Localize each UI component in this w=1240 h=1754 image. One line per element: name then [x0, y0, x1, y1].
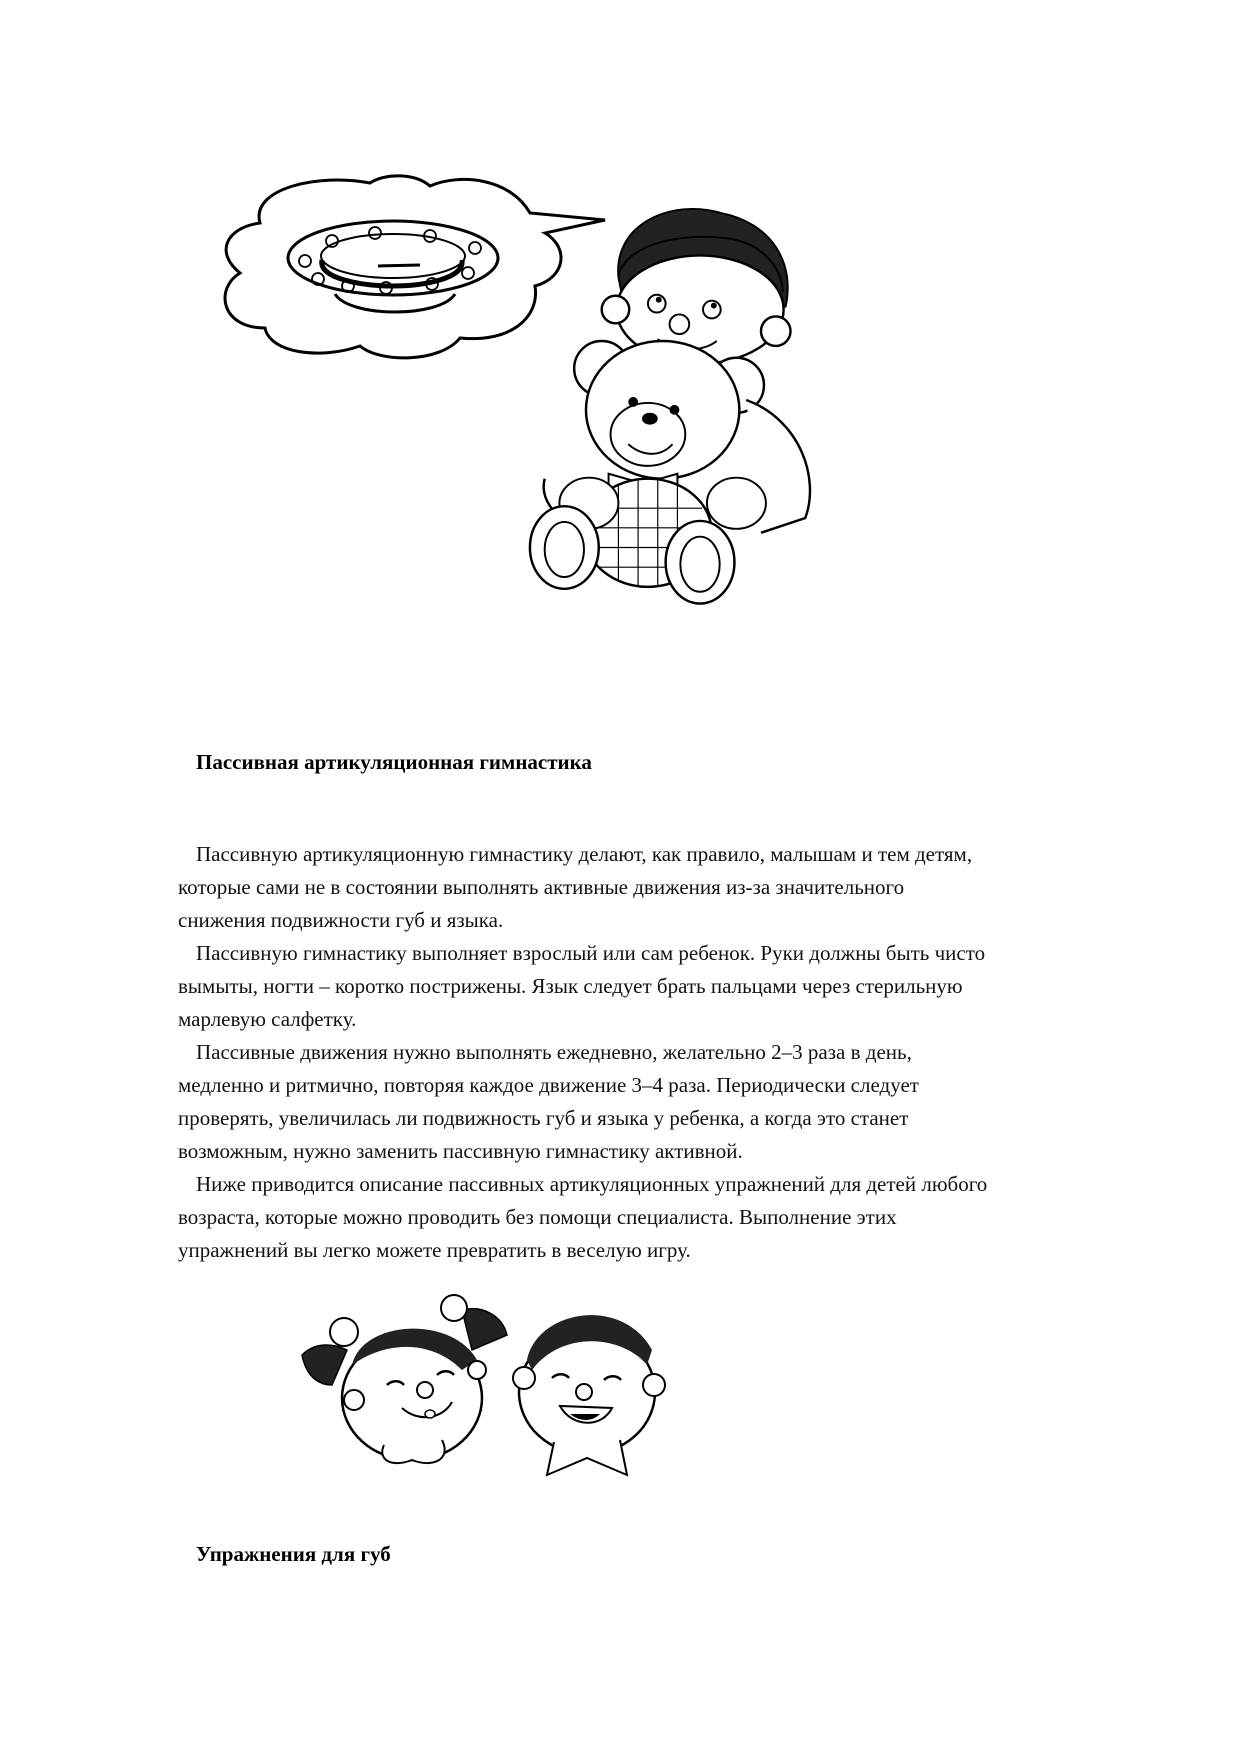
text-line: снижения подвижности губ и языка.: [178, 908, 504, 932]
text-line: медленно и ритмично, повторяя каждое движение 3–4 раза. Периодически следует: [178, 1073, 919, 1097]
text-line: Ниже приводится описание пассивных артикуляционных упражнений для детей любого: [196, 1172, 988, 1196]
section-body: [178, 838, 1188, 1267]
boy-with-teddy-bear-illustration: [525, 190, 820, 610]
paragraph: [178, 1168, 1188, 1267]
text-line: проверять, увеличилась ли подвижность губ и языка у ребенка, а когда это станет: [178, 1106, 909, 1130]
section-title-passive-gymnastics: Пассивная артикуляционная гимнастика: [196, 750, 592, 774]
text-line: вымыты, ногти – коротко пострижены. Язык следует брать пальцами через стерильную: [178, 974, 963, 998]
boy-teddy-bear-icon: [525, 190, 820, 610]
text-line: упражнений вы легко можете превратить в веселую игру.: [178, 1238, 691, 1262]
section-title-lip-exercises: Упражнения для губ: [196, 1542, 391, 1566]
paragraph: [178, 838, 1188, 937]
text-line: Пассивную артикуляционную гимнастику делают, как правило, малышам и тем детям,: [196, 842, 973, 866]
text-line: которые сами не в состоянии выполнять активные движения из-за значительного: [178, 875, 905, 899]
paragraph: [178, 1036, 1188, 1168]
text-line: возраста, которые можно проводить без помощи специалиста. Выполнение этих: [178, 1205, 897, 1229]
children-faces-icon: [292, 1290, 702, 1490]
text-line: возможным, нужно заменить пассивную гимнастику активной.: [178, 1139, 743, 1163]
girl-and-boy-faces-illustration: [292, 1290, 702, 1490]
text-line: Пассивную гимнастику выполняет взрослый или сам ребенок. Руки должны быть чисто: [196, 941, 986, 965]
paragraph: [178, 937, 1188, 1036]
text-line: Пассивные движения нужно выполнять ежедневно, желательно 2–3 раза в день,: [196, 1040, 912, 1064]
text-line: марлевую салфетку.: [178, 1007, 357, 1031]
